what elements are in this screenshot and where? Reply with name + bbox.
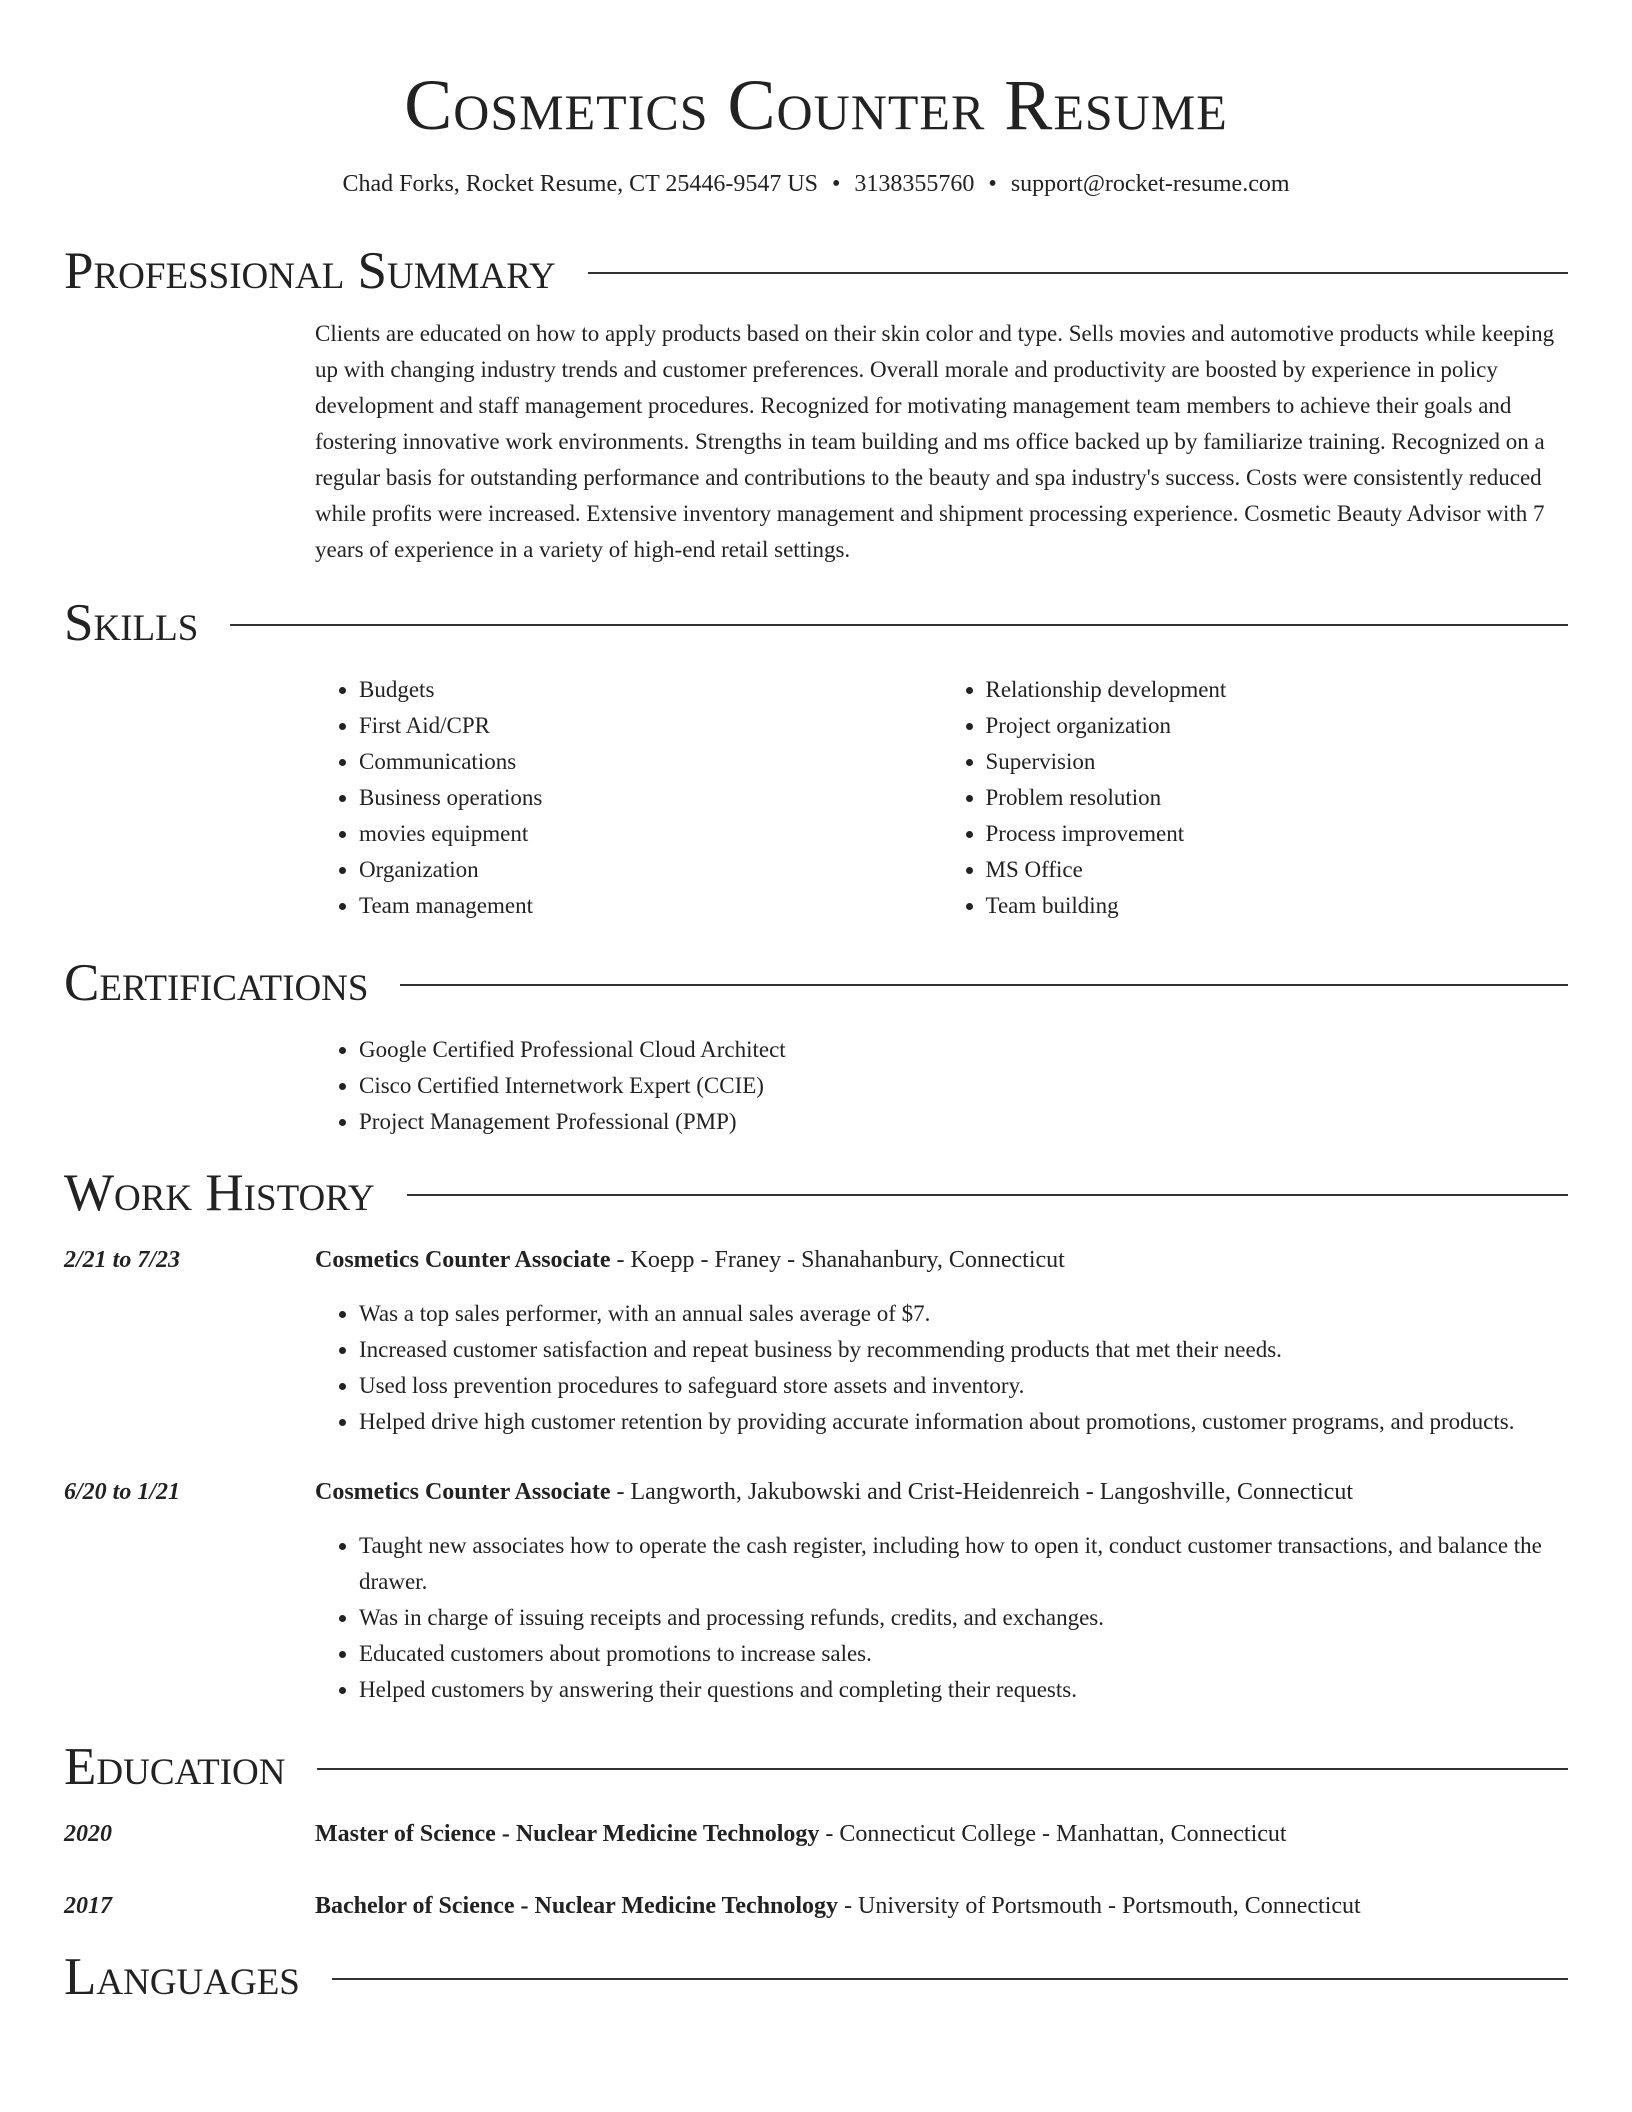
skill-item: • Organization	[359, 852, 942, 888]
section-divider	[588, 272, 1568, 274]
summary-section	[64, 240, 1568, 568]
skill-item: • Process improvement	[986, 816, 1569, 852]
job-bullets	[315, 1296, 1568, 1440]
certifications-body	[315, 1032, 1568, 1140]
section-divider	[230, 624, 1568, 626]
summary-text: Clients are educated on how to apply products based on their skin color and type. Sells movies and automotive products while keeping up with changing industry trends and customer preferences. Overall morale and productivity are boosted by experience in policy development and staff management procedures. Recognized for motivating management team members to achieve their goals and fostering innovative work environments. Strengths in team building and ms office backed up by familiarize training. Recognized on a regular basis for outstanding performance and contributions to the beauty and spa industry's success. Costs were consistently reduced while profits were increased. Extensive inventory management and shipment processing experience. Cosmetic Beauty Advisor with 7 years of experience in a variety of high-end retail settings.	[315, 321, 1555, 562]
job-details: - Langworth, Jakubowski and Crist-Heidenreich - Langoshville, Connecticut	[610, 1479, 1354, 1505]
job-bullet: • Helped customers by answering their questions and completing their requests.	[359, 1672, 1568, 1708]
job-bullet: • Increased customer satisfaction and repeat business by recommending products that met their needs.	[359, 1332, 1568, 1368]
education-details: - Connecticut College - Manhattan, Connecticut	[819, 1821, 1287, 1847]
section-divider	[407, 1194, 1568, 1196]
job-bullet: • Educated customers about promotions to increase sales.	[359, 1636, 1568, 1672]
skill-item: • Project organization	[986, 708, 1569, 744]
skill-item: • Team building	[986, 888, 1569, 924]
skill-item: • MS Office	[986, 852, 1569, 888]
job-title: Cosmetics Counter Associate	[315, 1247, 611, 1273]
skill-item: • movies equipment	[359, 816, 942, 852]
skills-list-left	[315, 672, 942, 924]
certification-item: • Project Management Professional (PMP)	[359, 1104, 1568, 1140]
job-entry	[64, 1242, 1568, 1440]
section-divider	[332, 1978, 1568, 1980]
skill-item: • Budgets	[359, 672, 942, 708]
education-header	[64, 1736, 1568, 1798]
education-date: 2020	[64, 1821, 112, 1847]
work-header	[64, 1162, 1568, 1224]
job-bullets	[315, 1528, 1568, 1708]
job-details: - Koepp - Franey - Shanahanbury, Connecticut	[610, 1247, 1065, 1273]
summary-header	[64, 240, 1568, 302]
job-bullet: • Was a top sales performer, with an annual sales average of $7.	[359, 1296, 1568, 1332]
certifications-section	[64, 952, 1568, 1140]
skill-item: • Team management	[359, 888, 942, 924]
contact-address: Chad Forks, Rocket Resume, CT 25446-9547 US	[342, 171, 819, 197]
skills-section	[64, 592, 1568, 924]
skill-item: • Communications	[359, 744, 942, 780]
job-heading	[315, 1242, 1568, 1278]
skills-columns	[315, 672, 1568, 924]
contact-separator: •	[832, 171, 841, 197]
languages-heading: Languages	[64, 1948, 300, 2006]
contact-email[interactable]: support@rocket-resume.com	[1010, 171, 1290, 197]
job-date: 2/21 to 7/23	[64, 1247, 181, 1273]
certifications-header	[64, 952, 1568, 1014]
education-entry	[64, 1816, 1568, 1852]
education-degree: Master of Science - Nuclear Medicine Technology	[315, 1821, 820, 1847]
resume-page	[64, 0, 1568, 2008]
skill-item: • Problem resolution	[986, 780, 1569, 816]
job-date: 6/20 to 1/21	[64, 1479, 181, 1505]
contact-phone: 3138355760	[854, 171, 975, 197]
work-section	[64, 1162, 1568, 1708]
work-heading: Work History	[64, 1164, 375, 1222]
skills-list-right	[942, 672, 1569, 924]
job-bullet: • Was in charge of issuing receipts and processing refunds, credits, and exchanges.	[359, 1600, 1568, 1636]
certification-item: • Google Certified Professional Cloud Architect	[359, 1032, 1568, 1068]
job-heading	[315, 1474, 1568, 1510]
skill-item: • First Aid/CPR	[359, 708, 942, 744]
certifications-heading: Certifications	[64, 954, 369, 1012]
certification-item: • Cisco Certified Internetwork Expert (CCIE)	[359, 1068, 1568, 1104]
skills-header	[64, 592, 1568, 654]
education-date: 2017	[64, 1893, 112, 1919]
skill-item: • Business operations	[359, 780, 942, 816]
job-bullet: • Helped drive high customer retention by providing accurate information about promotions, customer programs, and products.	[359, 1404, 1568, 1440]
job-entry	[64, 1474, 1568, 1708]
education-heading: Education	[64, 1738, 286, 1796]
languages-section	[64, 1946, 1568, 2008]
education-heading-line	[315, 1816, 1568, 1852]
education-details: - University of Portsmouth - Portsmouth, Connecticut	[838, 1893, 1361, 1919]
contact-separator: •	[988, 171, 997, 197]
job-title: Cosmetics Counter Associate	[315, 1479, 611, 1505]
skill-item: • Supervision	[986, 744, 1569, 780]
summary-heading: Professional Summary	[64, 242, 556, 300]
education-section	[64, 1736, 1568, 1924]
job-bullet: • Used loss prevention procedures to safeguard store assets and inventory.	[359, 1368, 1568, 1404]
contact-line	[64, 168, 1568, 200]
education-entry	[64, 1888, 1568, 1924]
section-divider	[317, 1768, 1568, 1770]
resume-title: Cosmetics Counter Resume	[404, 65, 1228, 145]
certifications-list	[315, 1032, 1568, 1140]
education-heading-line	[315, 1888, 1568, 1924]
skill-item: • Relationship development	[986, 672, 1569, 708]
languages-header	[64, 1946, 1568, 2008]
job-bullet: • Taught new associates how to operate the cash register, including how to open it, conduct customer transactions, and balance the drawer.	[359, 1528, 1568, 1600]
section-divider	[400, 984, 1568, 986]
education-degree: Bachelor of Science - Nuclear Medicine Technology	[315, 1893, 839, 1919]
skills-heading: Skills	[64, 594, 199, 652]
